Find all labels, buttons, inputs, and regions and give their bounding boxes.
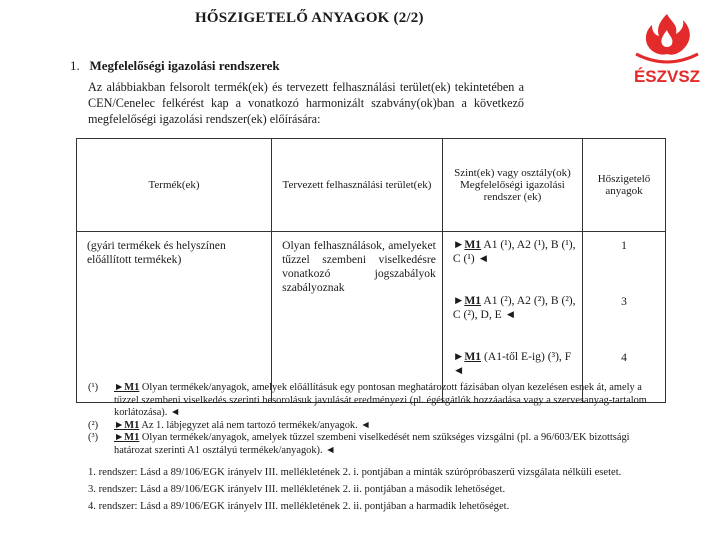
rule-system-4: 4. rendszer: Lásd a 89/106/EGK irányelv III. mellékletének 2. ii. pontjában a harmadik lehetőséget.	[88, 501, 510, 512]
page-title: HŐSZIGETELŐ ANYAGOK (2/2)	[195, 10, 424, 26]
header-system: Szint(ek) vagy osztály(ok) Megfelelőségi igazolási rendszer (ek)	[442, 139, 582, 232]
section-heading	[70, 58, 280, 74]
intro-paragraph: Az alábbiakban felsorolt termék(ek) és tervezett felhasználási terület(ek) tekintetében a CEN/Cenelec felkérést kap a vonatkozó harmonizált szabvány(ok)ban a következő megfelelőségi igazolási rendszer(ek) előírására:	[88, 80, 524, 126]
system-definitions	[88, 466, 663, 517]
material-value-1: 1	[621, 239, 627, 252]
system-row-2: ►M1 A1 (²), A2 (²), B (²), C (²), D, E ◄	[452, 294, 576, 321]
product-cell: (gyári termékek és helyszínen előállított termékek)	[77, 232, 272, 403]
table-row	[77, 232, 666, 403]
material-value-3: 4	[621, 351, 627, 364]
header-material: Hőszigetelő anyagok	[583, 139, 666, 232]
conformity-table	[76, 138, 666, 403]
footnote-1: (¹) ►M1 Olyan termékek/anyagok, amelyek előállításuk egy pontosan meghatározott fázisában olyan kezelésen esnek át, amely a tűzzel szembeni viselkedés szerinti besorolásuk javulását eredményezi (pl. égésgátlók hozzáadása vagy a szervesanyag-tartalom korlátozása). ◄	[88, 382, 647, 419]
system-row-3: ►M1 (A1-től E-ig) (³), F ◄	[452, 350, 572, 377]
material-cell	[583, 232, 666, 403]
system-cell	[442, 232, 582, 403]
header-product: Termék(ek)	[77, 139, 272, 232]
rule-system-3: 3. rendszer: Lásd a 89/106/EGK irányelv III. mellékletének 2. ii. pontjában a második lehetőséget.	[88, 484, 506, 495]
use-cell: Olyan felhasználások, amelyeket tűzzel szembeni viselkedésre vonatkozó jogszabályok szabályoznak	[272, 232, 443, 403]
logo-text: ÉSZVSZ	[633, 67, 701, 86]
fire-brigade-logo	[628, 10, 706, 88]
section-number: 1.	[70, 58, 80, 73]
rule-system-1: 1. rendszer: Lásd a 89/106/EGK irányelv III. mellékletének 2. i. pontjában a minták szúrópróbaszerű vizsgálata nélküli esetet.	[88, 467, 622, 478]
system-row-1: ►M1 A1 (¹), A2 (¹), B (¹), C (¹) ◄	[452, 238, 576, 265]
table-header-row	[77, 139, 666, 232]
header-use: Tervezett felhasználási terület(ek)	[272, 139, 443, 232]
footnote-3: (³) ►M1 Olyan termékek/anyagok, amelyek tűzzel szembeni viselkedését nem szükséges vizsgálni (pl. a 96/603/EK bizottsági határozat szerinti A1 osztályú termékek/anyagok). ◄	[88, 432, 630, 456]
footnotes	[88, 382, 663, 458]
material-value-2: 3	[621, 295, 627, 308]
section-title: Megfelelőségi igazolási rendszerek	[89, 58, 280, 73]
footnote-2: (²) ►M1 Az 1. lábjegyzet alá nem tartozó termékek/anyagok. ◄	[88, 419, 371, 431]
